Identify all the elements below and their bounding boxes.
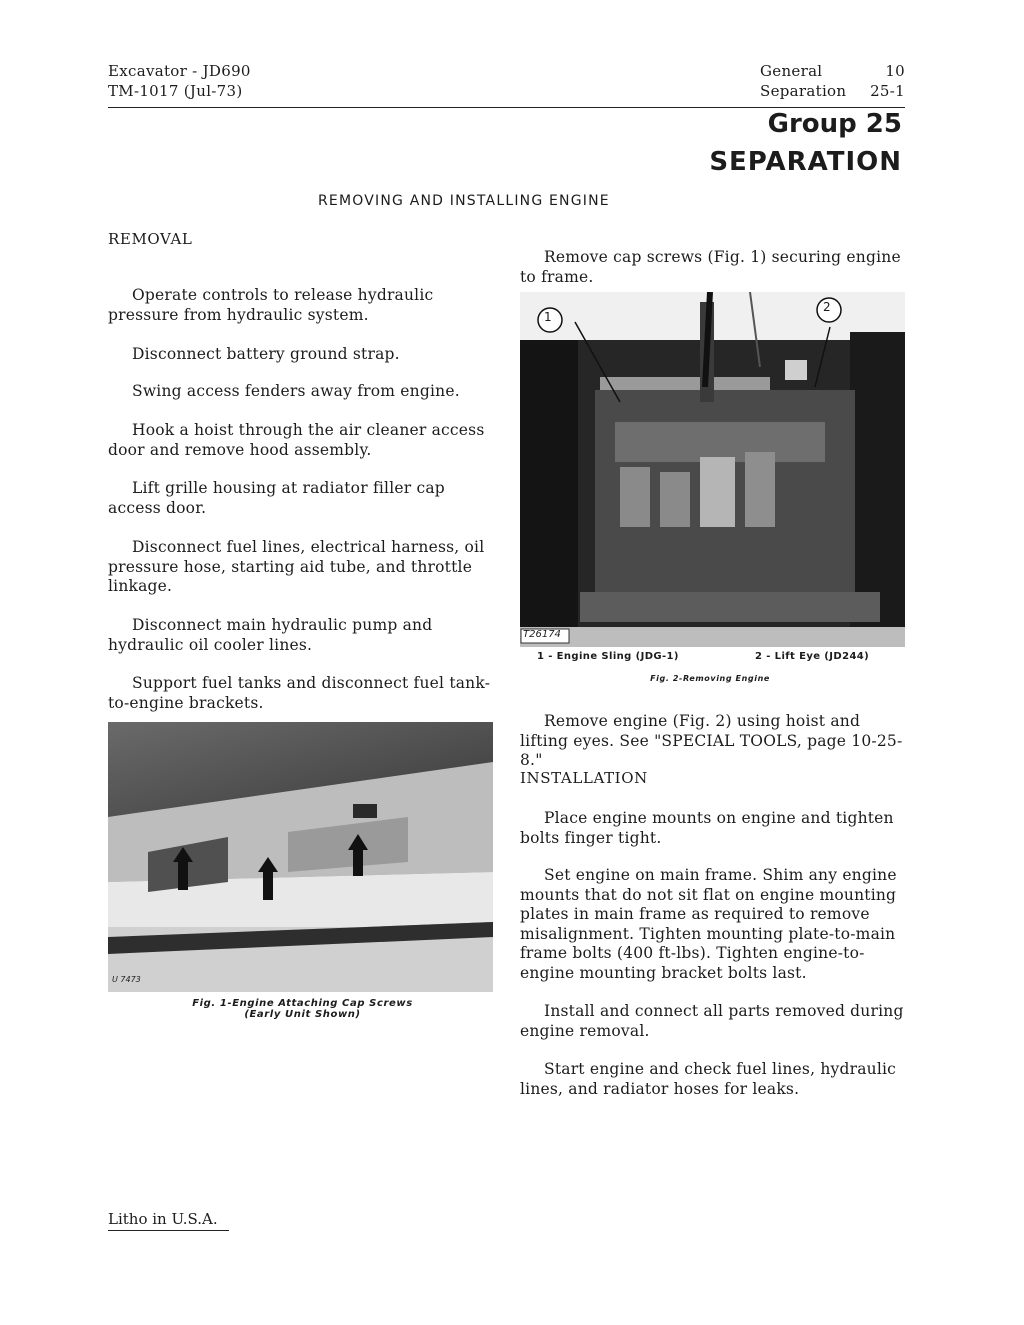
removal-step-right-2: Remove engine (Fig. 2) using hoist and lifting eyes. See "SPECIAL TOOLS, page 10-25-8.": [520, 712, 903, 769]
figure-2-legend-1: 1 - Engine Sling (JDG-1): [537, 651, 679, 662]
removal-step-right-1: Remove cap screws (Fig. 1) securing engine to frame.: [520, 248, 901, 286]
footer-rule: [108, 1230, 229, 1231]
removal-step-6: Disconnect fuel lines, electrical harness, oil pressure hose, starting aid tube, and throttle linkage.: [108, 538, 485, 595]
header-manual-title: Excavator - JD690: [108, 62, 251, 80]
figure-1-caption-line1: Fig. 1-Engine Attaching Cap Screws: [192, 998, 413, 1009]
installation-step-2: Set engine on main frame. Shim any engine mounts that do not sit flat on engine mounting plates in main frame as required to remove misalignment. Tighten mounting plate-to-main frame bolts (400 ft-lbs). Tighten engine-to-engine mounting bracket bolts last.: [520, 866, 897, 982]
figure-2-photo: [520, 292, 905, 647]
group-title: SEPARATION: [709, 147, 902, 177]
group-number: Group 25: [767, 109, 902, 139]
removal-step-7: Disconnect main hydraulic pump and hydraulic oil cooler lines.: [108, 616, 433, 654]
figure-1-caption: [160, 998, 445, 1020]
removal-step-5: Lift grille housing at radiator filler cap access door.: [108, 479, 445, 517]
figure-1-caption-line2: (Early Unit Shown): [244, 1009, 361, 1020]
header-page-number: 25-1: [870, 82, 905, 100]
footer-print-note: Litho in U.S.A.: [108, 1210, 218, 1228]
installation-step-4: Start engine and check fuel lines, hydraulic lines, and radiator hoses for leaks.: [520, 1060, 897, 1098]
figure-2-photo-id: T26174: [523, 629, 561, 640]
figure-1-photo: [108, 722, 493, 992]
removal-step-4: Hook a hoist through the air cleaner access door and remove hood assembly.: [108, 421, 485, 459]
section-title: REMOVING AND INSTALLING ENGINE: [318, 193, 610, 209]
removal-step-3: Swing access fenders away from engine.: [132, 382, 460, 400]
installation-step-1: Place engine mounts on engine and tighten bolts finger tight.: [520, 809, 894, 847]
installation-step-3: Install and connect all parts removed during engine removal.: [520, 1002, 904, 1040]
header-section-label: General: [760, 62, 823, 80]
header-group-label: Separation: [760, 82, 847, 100]
figure-2-callout-2: 2: [823, 300, 831, 314]
figure-2-legend-2: 2 - Lift Eye (JD244): [755, 651, 870, 662]
figure-1-photo-art: [108, 722, 493, 992]
figure-2-photo-art: [520, 292, 905, 647]
figure-2-caption: Fig. 2-Removing Engine: [650, 674, 770, 683]
figure-2-callout-1: 1: [544, 310, 552, 324]
installation-heading: INSTALLATION: [520, 769, 648, 787]
removal-step-2: Disconnect battery ground strap.: [132, 345, 400, 363]
header-manual-id: TM-1017 (Jul-73): [108, 82, 243, 100]
removal-heading: REMOVAL: [108, 230, 193, 248]
header-rule: [108, 107, 905, 108]
removal-step-1: Operate controls to release hydraulic pressure from hydraulic system.: [108, 286, 434, 324]
figure-1-photo-id: U 7473: [112, 975, 141, 984]
header-section-number: 10: [885, 62, 905, 80]
removal-step-8: Support fuel tanks and disconnect fuel tank-to-engine brackets.: [108, 674, 491, 712]
